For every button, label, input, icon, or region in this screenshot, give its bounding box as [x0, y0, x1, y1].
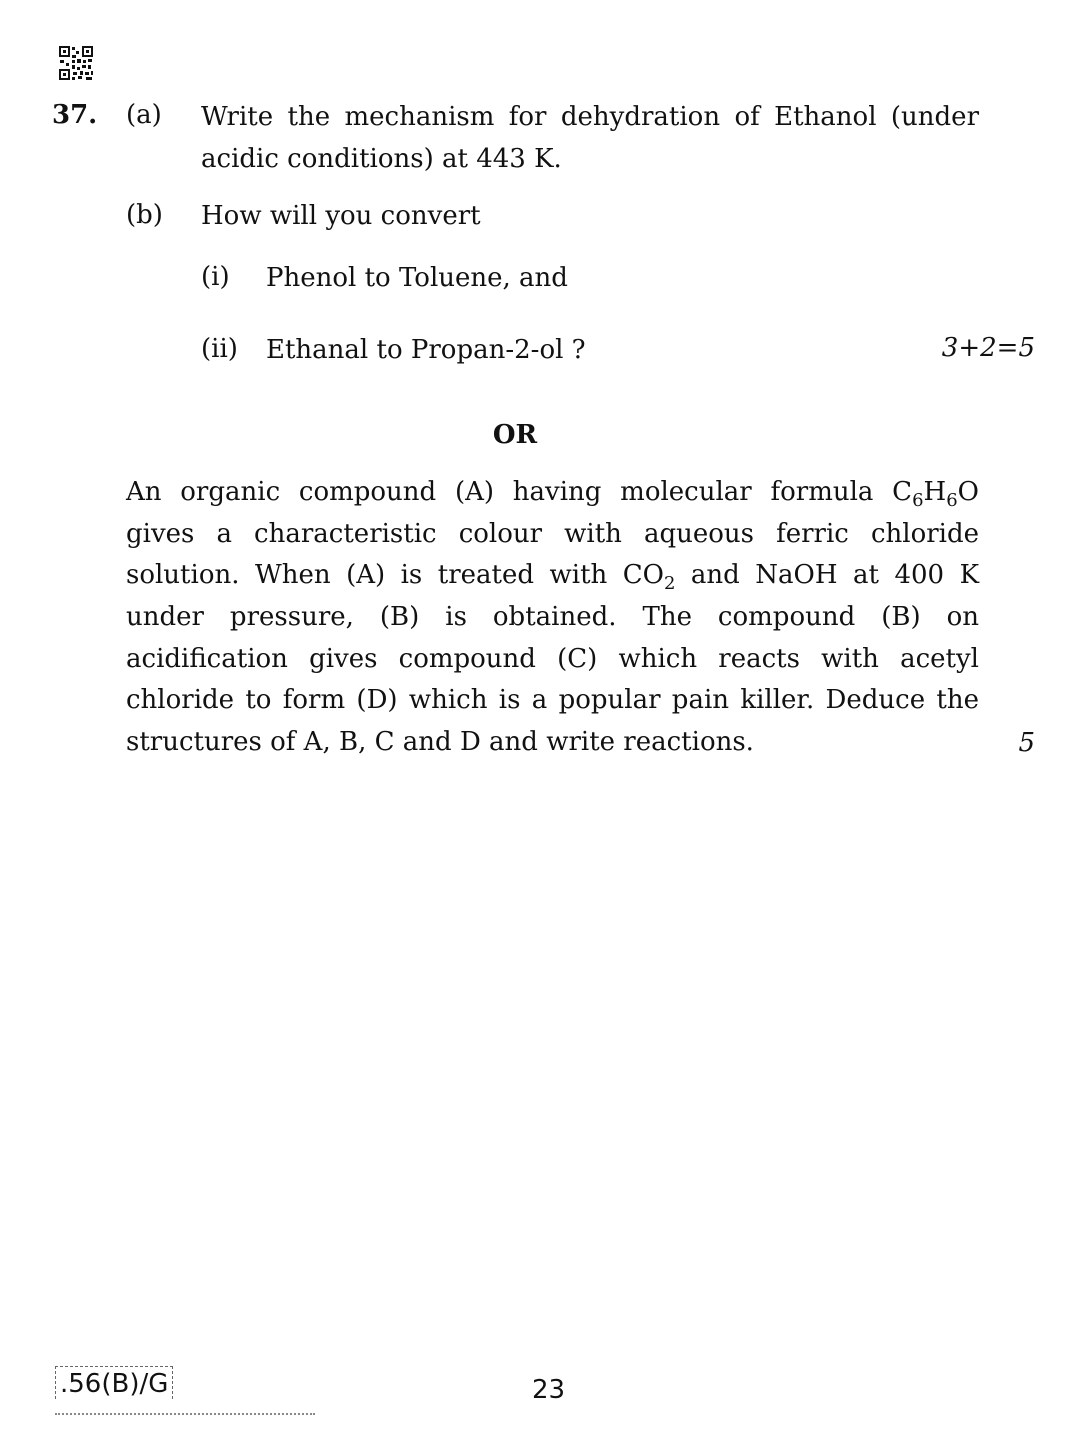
marks-alternative: 5 — [1018, 728, 1035, 758]
para-line: acidification gives compound (C) which reacts with acetyl — [126, 643, 979, 674]
para-line: under pressure, (B) is obtained. The compound (B) on — [126, 602, 979, 633]
part-a-line-2: acidic conditions) at 443 K. — [201, 144, 562, 174]
para-line: structures of A, B, C and D and write reactions. — [126, 727, 754, 758]
alternative-question-paragraph — [126, 472, 979, 764]
qr-code-icon — [58, 45, 94, 81]
marks-question-37: 3+2=5 — [941, 333, 1035, 363]
page-number: 23 — [532, 1375, 566, 1405]
part-b-ii-text: Ethanal to Propan-2-ol ? — [266, 335, 586, 365]
part-b-i-label: (i) — [201, 262, 230, 292]
question-number: 37. — [52, 100, 98, 130]
paper-code: .56(B)/G — [55, 1366, 173, 1399]
para-line: An organic compound (A) having molecular formula $C_6H_6O$ — [126, 477, 979, 511]
para-line: chloride to form (D) which is a popular pain killer. Deduce the — [126, 685, 979, 716]
part-b-text: How will you convert — [201, 201, 481, 231]
part-b-label: (b) — [126, 200, 163, 230]
paper-code-microtext — [55, 1413, 315, 1419]
para-line: gives a characteristic colour with aqueous ferric chloride — [126, 518, 979, 549]
part-a-label: (a) — [126, 100, 162, 130]
part-b-ii-label: (ii) — [201, 334, 238, 364]
part-a-line-1: Write the mechanism for dehydration of Ethanol (under — [201, 102, 979, 132]
part-b-i-text: Phenol to Toluene, and — [266, 263, 568, 293]
para-line: solution. When (A) is treated with $CO_2$ and NaOH at 400 K — [126, 560, 980, 595]
or-separator: OR — [492, 420, 538, 450]
